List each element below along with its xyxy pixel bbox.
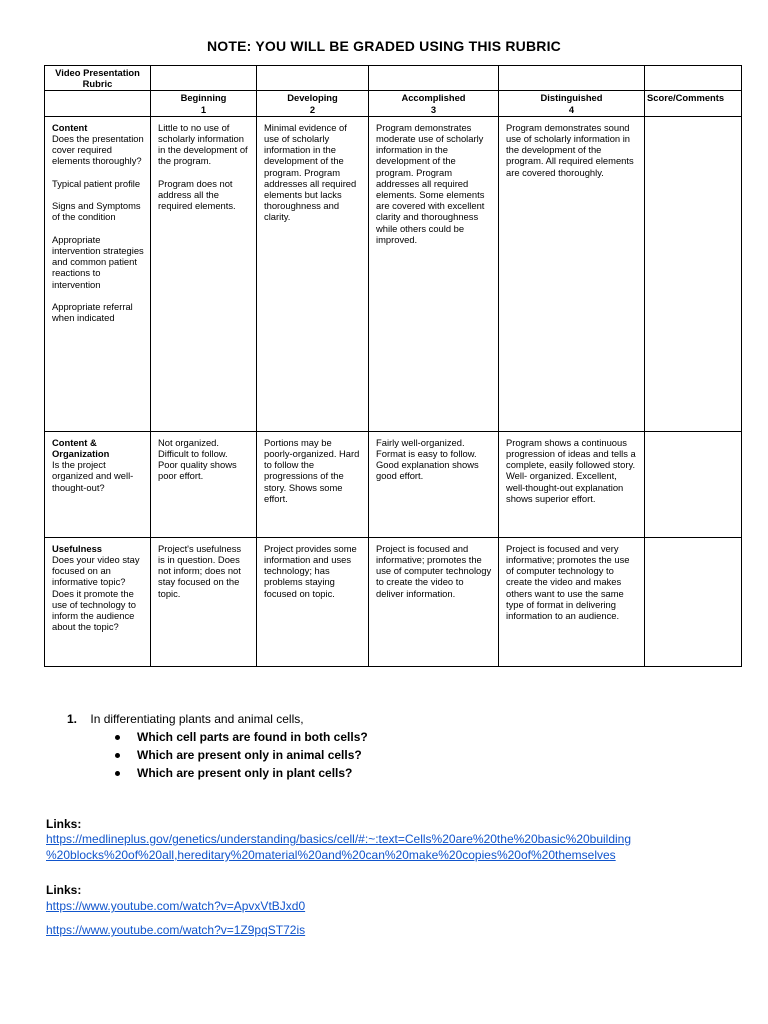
rubric-cell-distinguished: Program demonstrates sound use of scholarly information in the development of the program. All required elements are covered thoroughly. (499, 116, 645, 431)
level-score: 3 (430, 103, 437, 115)
list-item: Which are present only in plant cells? (115, 764, 368, 782)
empty-cell (151, 66, 257, 91)
empty-cell (369, 66, 499, 91)
level-name: Developing (287, 92, 338, 104)
criterion-description: Is the project organized and well-thought-out? (52, 459, 134, 493)
rubric-cell-developing: Portions may be poorly-organized. Hard to follow the progressions of the story. Shows some effort. (257, 431, 369, 537)
criterion-description: Does the presentation cover required elements thoroughly? Typical patient profile Signs and Symptoms of the condition Appropriate intervention strategies and common patient reactions to intervention Appropriate referral when indicated (52, 133, 144, 324)
level-developing (257, 91, 369, 116)
rubric-header-label: Video Presentation Rubric (45, 66, 151, 91)
score-comments-cell[interactable] (645, 431, 742, 537)
links-label-1: Links: (46, 817, 82, 831)
score-comments-header: Score/Comments (645, 91, 742, 116)
bullet-icon (115, 753, 120, 758)
question-number: 1. (67, 712, 78, 726)
rubric-cell-beginning: Not organized. Difficult to follow. Poor quality shows poor effort. (151, 431, 257, 537)
level-score: 2 (309, 103, 316, 115)
question-list (67, 728, 368, 782)
rubric-cell-developing: Project provides some information and uses technology; has problems staying focused on topic. (257, 537, 369, 666)
youtube-link-1[interactable]: https://www.youtube.com/watch?v=ApvxVtBJxd0 (46, 899, 306, 913)
list-item: Which are present only in animal cells? (115, 746, 368, 764)
level-score: 1 (200, 103, 207, 115)
rubric-row-organization (45, 431, 742, 537)
criterion-cell (45, 537, 151, 666)
level-name: Distinguished (540, 92, 603, 104)
question-intro-text: In differentiating plants and animal cells, (90, 712, 304, 726)
rubric-cell-distinguished: Project is focused and very informative; promotes the use of computer technology to create the video and makes others want to use the same type of format in delivering information to an audience. (499, 537, 645, 666)
criterion-description: Does your video stay focused on an informative topic? Does it promote the use of technology to inform the audience about the topic? (52, 554, 140, 633)
score-comments-cell[interactable] (645, 537, 742, 666)
level-distinguished (499, 91, 645, 116)
youtube-link-2[interactable]: https://www.youtube.com/watch?v=1Z9pqST72is (46, 923, 306, 937)
level-beginning (151, 91, 257, 116)
question-intro (67, 710, 368, 728)
rubric-row-content (45, 116, 742, 431)
rubric-cell-accomplished: Project is focused and informative; promotes the use of computer technology to create the video to deliver information. (369, 537, 499, 666)
page-title: NOTE: YOU WILL BE GRADED USING THIS RUBRIC (206, 38, 561, 54)
bullet-icon (115, 735, 120, 740)
rubric-cell-accomplished: Fairly well-organized. Format is easy to follow. Good explanation shows good effort. (369, 431, 499, 537)
rubric-cell-developing: Minimal evidence of use of scholarly information in the development of the program. Program addresses all required elements but lacks thoroughness and clarity. (257, 116, 369, 431)
level-accomplished (369, 91, 499, 116)
question-block (67, 710, 368, 782)
criterion-title: Content (52, 121, 88, 133)
criterion-title: Usefulness (52, 542, 103, 554)
rubric-table (44, 65, 742, 667)
medlineplus-link-line-1[interactable]: https://medlineplus.gov/genetics/understanding/basics/cell/#:~:text=Cells%20are%20the%20basic%20building (46, 832, 632, 846)
medlineplus-link-line-2[interactable]: %20blocks%20of%20all,hereditary%20material%20and%20can%20make%20copies%20of%20themselves (46, 848, 616, 862)
empty-cell (499, 66, 645, 91)
level-score: 4 (568, 103, 575, 115)
criterion-cell (45, 116, 151, 431)
empty-cell (645, 66, 742, 91)
empty-cell (257, 66, 369, 91)
list-item: Which cell parts are found in both cells? (115, 728, 368, 746)
rubric-row-usefulness (45, 537, 742, 666)
rubric-cell-accomplished: Program demonstrates moderate use of scholarly information in the development of the program. Program addresses all required elements. Some elements are covered with excellent clarity and thoroughness while others could be improved. (369, 116, 499, 431)
rubric-cell-beginning: Little to no use of scholarly information in the development of the program. Program does not address all the required elements. (151, 116, 257, 431)
criterion-cell (45, 431, 151, 537)
criterion-title: Content & Organization (52, 436, 110, 460)
level-name: Beginning (180, 92, 227, 104)
links-label-2: Links: (46, 883, 82, 897)
bullet-icon (115, 771, 120, 776)
level-name: Accomplished (401, 92, 466, 104)
rubric-cell-distinguished: Program shows a continuous progression of ideas and tells a complete, easily followed story. Well- organized. Excellent, well-thought-out explanation shows superior effort. (499, 431, 645, 537)
score-comments-cell[interactable] (645, 116, 742, 431)
empty-cell (45, 91, 151, 116)
rubric-cell-beginning: Project's usefulness is in question. Does not inform; does not stay focused on the topic. (151, 537, 257, 666)
